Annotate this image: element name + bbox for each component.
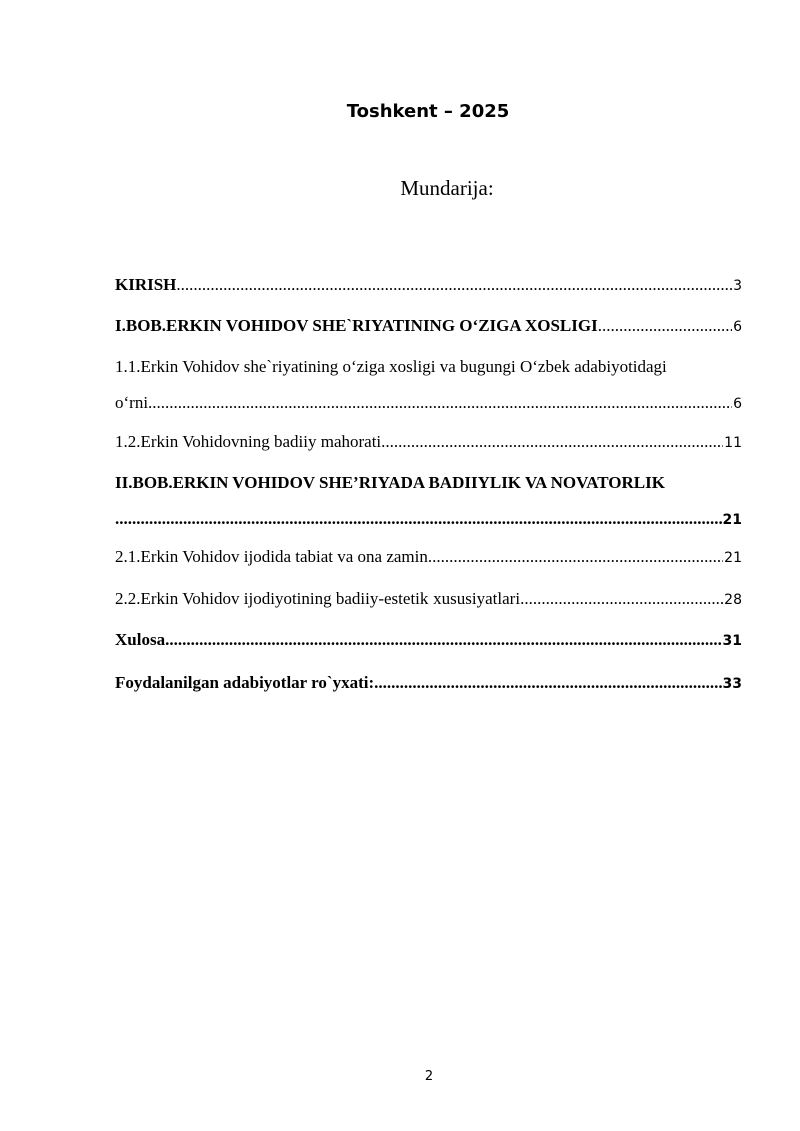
toc-page-number: 11 (724, 435, 742, 451)
toc-page-number: 33 (722, 676, 742, 692)
dot-leader (115, 508, 722, 530)
toc-page-number: 6 (733, 396, 742, 412)
toc-entry-title-part1: 2.2.Erkin Vohidov ijodiyotining badiiy-estetik (115, 589, 429, 608)
dot-leader (165, 629, 721, 651)
toc-entry-conclusion[interactable] (115, 629, 742, 652)
toc-entry-title-line2: o‘rni (115, 393, 149, 412)
page-number: 2 (424, 1069, 434, 1084)
toc-entry-section-2-1[interactable] (115, 546, 742, 569)
toc-entry-title: I.BOB.ERKIN VOHIDOV SHE`RIYATINING O‘ZIGA XOSLIGI (115, 316, 598, 335)
toc-page-number: 21 (722, 512, 742, 528)
toc-page-number: 28 (724, 592, 742, 608)
dot-leader (381, 431, 723, 453)
toc-entry-references[interactable] (115, 672, 742, 695)
toc-page-number: 6 (733, 319, 742, 335)
city-year: Toshkent – 2025 (346, 101, 510, 122)
toc-entry-title: 2.1.Erkin Vohidov ijodida tabiat va ona zamin (115, 547, 428, 566)
toc-entry-section-1-1[interactable] (115, 356, 742, 415)
toc-page-number: 31 (722, 633, 742, 649)
dot-leader (176, 274, 732, 296)
toc-heading: Mundarija: (400, 176, 494, 200)
toc-entry-title: 1.2.Erkin Vohidovning badiiy mahorati (115, 432, 382, 451)
toc-entry-title: KIRISH (115, 275, 177, 294)
toc-entry-title: Foydalanilgan adabiyotlar ro`yxati: (115, 673, 375, 692)
dot-leader (428, 546, 723, 568)
dot-leader (148, 392, 732, 414)
toc-page-number: 21 (724, 550, 742, 566)
dot-leader (374, 672, 721, 694)
toc-entry-title: Xulosa (115, 630, 166, 649)
toc-entry-intro[interactable] (115, 274, 742, 297)
toc-entry-title-line1: 1.1.Erkin Vohidov she`riyatining o‘ziga xosligi va bugungi O‘zbek adabiyotidagi (115, 357, 667, 376)
dot-leader (520, 588, 723, 610)
toc-entry-chapter-1[interactable] (115, 315, 742, 338)
toc-entry-chapter-2[interactable] (115, 472, 742, 531)
toc-entry-section-2-2[interactable] (115, 588, 742, 611)
dot-leader (598, 315, 732, 337)
toc-page-number: 3 (733, 278, 742, 294)
toc-entry-title-line1: II.BOB.ERKIN VOHIDOV SHE’RIYADA BADIIYLIK VA NOVATORLIK (115, 473, 665, 492)
toc-entry-title-part2: xususiyatlari (433, 589, 521, 608)
toc-entry-section-1-2[interactable] (115, 431, 742, 454)
